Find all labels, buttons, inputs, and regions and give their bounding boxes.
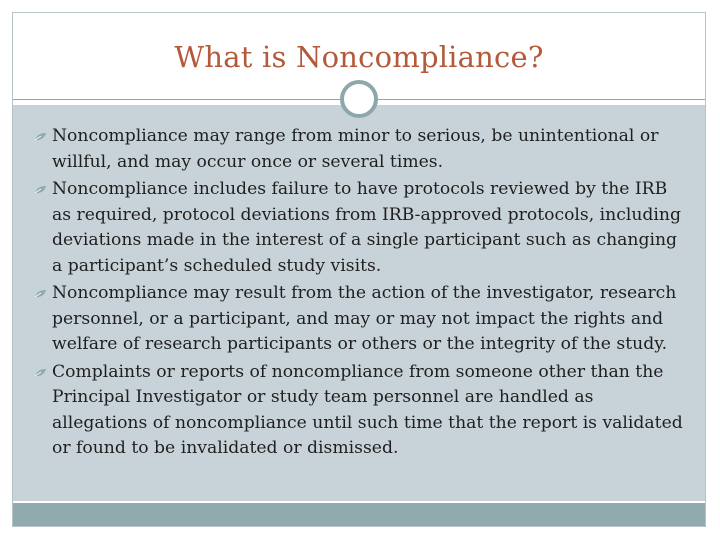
- leaf-bullet-icon: [34, 368, 47, 378]
- bullet-text: Noncompliance includes failure to have protocols reviewed by the IRB as required, protocol deviations from IRB-approved protocols, including deviations made in the interest of a single participant such as changing a participant’s scheduled study visits.: [52, 179, 681, 276]
- slide-title: What is Noncompliance?: [174, 40, 544, 74]
- leaf-bullet-icon: [34, 185, 47, 195]
- bullet-item: [40, 124, 690, 175]
- bullet-list: [40, 124, 690, 464]
- bullet-text: Complaints or reports of noncompliance from someone other than the Principal Investigator or study team personnel are handled as allegations of noncompliance until such time that the report is validated or found to be invalidated or dismissed.: [52, 361, 683, 458]
- bullet-text: Noncompliance may range from minor to serious, be unintentional or willful, and may occur once or several times.: [52, 126, 659, 172]
- bullet-text: Noncompliance may result from the action of the investigator, research personnel, or a participant, and may or may not impact the rights and welfare of research participants or others or the integrity of the study.: [52, 283, 677, 354]
- divider-circle-ornament: [340, 80, 378, 118]
- bullet-item: [40, 177, 690, 279]
- bullet-item: [40, 281, 690, 358]
- footer-bar: [13, 503, 705, 526]
- bullet-item: [40, 360, 690, 462]
- leaf-bullet-icon: [34, 132, 47, 142]
- leaf-bullet-icon: [34, 289, 47, 299]
